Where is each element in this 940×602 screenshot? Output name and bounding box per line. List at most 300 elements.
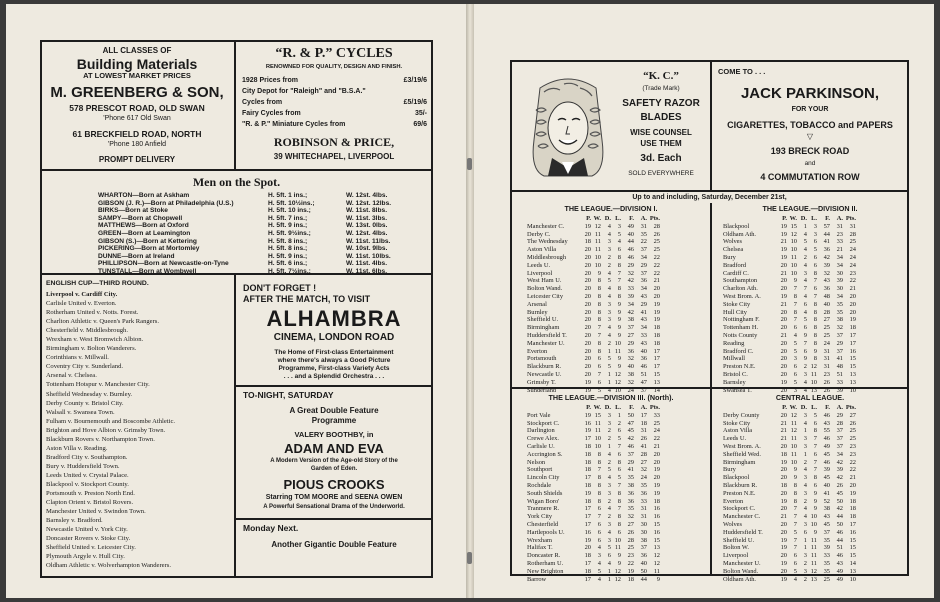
stat-cell: 15 — [849, 363, 856, 371]
stat-cell: 4 — [803, 505, 807, 513]
stat-cell: 12 — [810, 363, 817, 371]
stat-cell: 8 — [597, 277, 601, 285]
player-name: WHARTON—Born at Askham — [98, 192, 190, 199]
ad-phone: 'Phone 617 Old Swan — [103, 115, 171, 122]
stat-cell: 4 — [607, 285, 611, 293]
stat-cell: 34 — [640, 285, 647, 293]
stat-cell: 30 — [836, 285, 843, 293]
division-two-table — [723, 215, 856, 394]
ad-line: DON'T FORGET ! — [243, 283, 317, 293]
table-row — [723, 379, 856, 387]
stat-cell: 27 — [849, 411, 856, 419]
ad-desc: . . . and a Splendid Orchestra . . . — [283, 373, 385, 380]
stat-cell: 15 — [849, 536, 856, 544]
cup-tie: Bury v. Huddersfield Town. — [46, 462, 120, 470]
cup-tie: Oldham Athletic v. Wolverhampton Wanderers. — [46, 562, 171, 570]
stat-cell: 15 — [653, 370, 660, 378]
stat-cell: 2 — [607, 513, 611, 521]
team-name: Preston N.E. — [723, 489, 756, 497]
stat-cell: 28 — [849, 230, 856, 238]
stat-cell: 36 — [640, 355, 647, 363]
stat-cell: 4 — [803, 292, 807, 300]
stat-cell: 20 — [780, 528, 787, 536]
stat-cell: 8 — [813, 300, 817, 308]
stat-cell: 31 — [640, 505, 647, 513]
stat-cell: 22 — [653, 261, 660, 269]
stat-cell: 21 — [780, 269, 787, 277]
player-name: GIBSON (S.)—Born at Kettering — [98, 237, 197, 245]
ad-line: VALERY BOOTHBY, in — [294, 430, 374, 439]
binding-fold — [466, 4, 474, 598]
stat-cell: 20 — [584, 347, 591, 355]
team-name: Carlisle U. — [527, 442, 555, 450]
stat-cell: 24 — [627, 386, 634, 394]
stat-cell: 16 — [653, 528, 660, 536]
stat-cell: 19 — [653, 308, 660, 316]
stat-cell: 6 — [597, 536, 601, 544]
ad-headline: “R. & P.” CYCLES — [275, 46, 393, 61]
stat-cell: 17 — [849, 331, 856, 339]
stat-cell: 20 — [584, 355, 591, 363]
stat-cell: 6 — [813, 419, 817, 427]
stat-cell: 44 — [627, 238, 634, 246]
stat-cell: 36 — [627, 497, 634, 505]
stat-cell: 20 — [780, 474, 787, 482]
stat-cell: 19 — [627, 567, 634, 575]
stat-cell: 29 — [640, 300, 647, 308]
team-name: Aston Villa — [527, 246, 557, 254]
stat-cell: 32 — [627, 513, 634, 521]
stat-cell: 4 — [607, 222, 611, 230]
stat-cell: 45 — [823, 474, 830, 482]
table-row — [723, 529, 856, 537]
cup-tie: Liverpool v. Cardiff City. — [46, 291, 118, 298]
stat-cell: 20 — [584, 316, 591, 324]
stat-cell: 11 — [614, 347, 621, 355]
stat-cell: 18 — [584, 497, 591, 505]
stat-cell: 35 — [823, 567, 830, 575]
player-row — [98, 230, 418, 238]
stat-cell: 19 — [653, 489, 660, 497]
header-cell — [723, 215, 777, 223]
stat-cell: 4 — [793, 575, 797, 583]
stat-cell: 3 — [813, 230, 817, 238]
stat-cell: 25 — [823, 324, 830, 332]
stat-cell: 7 — [597, 331, 601, 339]
stat-cell: 26 — [640, 435, 647, 443]
stat-cell: 46 — [627, 442, 634, 450]
stat-cell: 4 — [803, 466, 807, 474]
stat-cell: 6 — [617, 466, 621, 474]
stat-cell: 6 — [813, 253, 817, 261]
stat-cell: 4 — [597, 575, 601, 583]
stat-cell: 31 — [836, 222, 843, 230]
team-name: Stoke City — [723, 300, 751, 308]
stat-cell: 9 — [813, 489, 817, 497]
stat-cell: 9 — [617, 308, 621, 316]
player-height: H. 5ft. 10½ins.; — [268, 199, 315, 207]
stat-cell: 20 — [780, 370, 787, 378]
stat-cell: 16 — [653, 505, 660, 513]
player-height: H. 5ft. 8 ins.; — [268, 237, 308, 245]
table-row — [527, 560, 660, 568]
cup-tie: Newcastle United v. York City. — [46, 526, 128, 534]
stat-cell: 20 — [780, 355, 787, 363]
header-cell: Pts. — [845, 404, 856, 411]
stat-cell: 4 — [607, 474, 611, 482]
stat-cell: 26 — [849, 419, 856, 427]
stat-cell: 13 — [849, 378, 856, 386]
stat-cell: 49 — [836, 575, 843, 583]
player-height: H. 5ft. 7½ins.; — [268, 267, 311, 275]
header-cell: A. — [640, 215, 647, 222]
stat-cell: 32 — [640, 466, 647, 474]
stat-cell: 10 — [790, 246, 797, 254]
stat-cell: 8 — [597, 481, 601, 489]
player-height: H. 5ft. 9½ins.; — [268, 229, 311, 237]
header-cell: A. — [836, 215, 843, 222]
cup-tie: Birmingham v. Bolton Wanderers. — [46, 345, 137, 353]
player-row — [98, 207, 418, 215]
stat-cell: 8 — [793, 481, 797, 489]
table-row — [527, 340, 660, 348]
stat-cell: 18 — [849, 324, 856, 332]
ad-line: A Great Double Feature — [289, 406, 379, 415]
stat-cell: 18 — [780, 450, 787, 458]
stat-cell: 38 — [627, 370, 634, 378]
stat-cell: 8 — [617, 520, 621, 528]
cup-tie: Coventry City v. Sunderland. — [46, 363, 124, 371]
stat-cell: 2 — [803, 575, 807, 583]
stat-cell: 18 — [653, 497, 660, 505]
stat-cell: 1 — [607, 567, 611, 575]
price-line-text: 1928 Prices from — [242, 77, 299, 84]
stat-cell: 20 — [780, 442, 787, 450]
stat-cell: 7 — [597, 513, 601, 521]
stat-cell: 50 — [836, 520, 843, 528]
team-name: Derby C. — [527, 230, 551, 238]
ad-line: FOR YOUR — [791, 106, 829, 113]
stat-cell: 43 — [640, 316, 647, 324]
stat-cell: 32 — [823, 269, 830, 277]
stat-cell: 20 — [780, 567, 787, 575]
stat-cell: 6 — [793, 324, 797, 332]
stat-cell: 40 — [823, 300, 830, 308]
stat-cell: 6 — [597, 355, 601, 363]
stat-cell: 31 — [823, 355, 830, 363]
table-row — [527, 355, 660, 363]
stat-cell: 8 — [813, 331, 817, 339]
cup-tie: Rotherham United v. Notts. Forest. — [46, 309, 139, 317]
stat-cell: 11 — [810, 544, 817, 552]
stat-cell: 45 — [627, 427, 634, 435]
player-row — [98, 253, 418, 261]
player-height: H. 5ft. 6 ins.; — [268, 260, 308, 268]
table-row — [723, 568, 856, 576]
stat-cell: 36 — [640, 277, 647, 285]
stat-cell: 8 — [617, 458, 621, 466]
stat-cell: 7 — [813, 435, 817, 443]
team-name: Notts County — [723, 331, 758, 339]
team-name: West Brom. A. — [723, 292, 761, 300]
stat-cell: 34 — [836, 292, 843, 300]
player-row — [98, 192, 418, 200]
team-name: Birmingham — [527, 324, 560, 332]
stat-cell: 27 — [627, 520, 634, 528]
stat-cell: 33 — [640, 497, 647, 505]
stat-cell: 10 — [810, 378, 817, 386]
stat-cell: 29 — [836, 411, 843, 419]
stat-cell: 9 — [793, 474, 797, 482]
stat-cell: 22 — [653, 253, 660, 261]
ad-firm-name: M. GREENBERG & SON, — [50, 84, 224, 101]
table-header-row — [723, 404, 856, 412]
ad-phone: 'Phone 180 Anfield — [107, 141, 167, 148]
stat-cell: 33 — [640, 331, 647, 339]
table-row — [723, 254, 856, 262]
cup-ties-list — [46, 290, 232, 570]
stat-cell: 8 — [793, 308, 797, 316]
team-name: Blackburn R. — [527, 363, 562, 371]
cup-tie: Carlisle United v. Everton. — [46, 300, 117, 308]
stat-cell: 12 — [790, 427, 797, 435]
stat-cell: 12 — [810, 567, 817, 575]
ad-line: CINEMA, LONDON ROAD — [273, 332, 395, 343]
stat-cell: 4 — [803, 419, 807, 427]
table-row — [527, 332, 660, 340]
header-cell: W. — [593, 404, 601, 411]
stat-cell: 15 — [849, 355, 856, 363]
stat-cell: 9 — [813, 497, 817, 505]
stat-cell: 3 — [803, 411, 807, 419]
stat-cell: 3 — [597, 552, 601, 560]
team-name: Newcastle U. — [527, 370, 562, 378]
stat-cell: 27 — [823, 316, 830, 324]
stat-cell: 8 — [597, 285, 601, 293]
header-cell — [527, 404, 581, 412]
stat-cell: 21 — [780, 238, 787, 246]
stat-cell: 1 — [607, 378, 611, 386]
stat-cell: 1 — [607, 347, 611, 355]
stat-cell: 11 — [810, 370, 817, 378]
stat-cell: 21 — [780, 513, 787, 521]
player-weight: W. 11st. 4lbs. — [346, 260, 388, 268]
player-weight: W. 12st. 4lbs. — [346, 229, 388, 237]
stat-cell: 46 — [823, 411, 830, 419]
stat-cell: 2 — [607, 435, 611, 443]
table-row — [527, 301, 660, 309]
player-name: MATTHEWS—Born at Oxford — [98, 222, 189, 230]
stat-cell: 46 — [836, 528, 843, 536]
table-row — [527, 412, 660, 420]
stat-cell: 40 — [627, 363, 634, 371]
stat-cell: 19 — [780, 292, 787, 300]
header-cell: L. — [615, 215, 621, 222]
header-cell: D. — [604, 215, 611, 222]
table-row — [527, 451, 660, 459]
player-name: BIRKS—Born at Stoke — [98, 207, 168, 215]
stat-cell: 49 — [823, 442, 830, 450]
header-cell: L. — [811, 215, 817, 222]
player-weight: W. 10st. 9lbs. — [346, 245, 388, 253]
stat-cell: 42 — [823, 253, 830, 261]
team-name: Port Vale — [527, 411, 551, 419]
stat-cell: 5 — [793, 528, 797, 536]
stat-cell: 13 — [653, 544, 660, 552]
stat-cell: 16 — [849, 347, 856, 355]
stat-cell: 10 — [810, 520, 817, 528]
stat-cell: 11 — [594, 246, 601, 254]
stat-cell: 38 — [836, 316, 843, 324]
stat-cell: 24 — [653, 427, 660, 435]
stat-cell: 20 — [780, 505, 787, 513]
ad-line: ALL CLASSES OF — [102, 46, 172, 55]
stat-cell: 6 — [793, 363, 797, 371]
stat-cell: 46 — [823, 435, 830, 443]
team-name: West Brom. A. — [723, 442, 761, 450]
stat-cell: 26 — [653, 230, 660, 238]
stat-cell: 6 — [803, 347, 807, 355]
header-cell: D. — [604, 404, 611, 411]
table-row — [723, 316, 856, 324]
stat-cell: 24 — [849, 246, 856, 254]
stat-cell: 25 — [653, 246, 660, 254]
stat-cell: 9 — [597, 269, 601, 277]
stat-cell: 17 — [653, 347, 660, 355]
stat-cell: 25 — [849, 238, 856, 246]
stat-cell: 5 — [607, 466, 611, 474]
stat-cell: 10 — [849, 575, 856, 583]
cup-tie: Charlton Athletic v. Queen's Park Rangers. — [46, 318, 160, 326]
player-weight: W. 11st. 11lbs. — [346, 237, 391, 245]
stat-cell: 25 — [823, 575, 830, 583]
stat-cell: 3 — [803, 442, 807, 450]
stat-cell: 8 — [813, 269, 817, 277]
stat-cell: 32 — [627, 269, 634, 277]
price-line — [242, 97, 427, 108]
stat-cell: 3 — [793, 386, 797, 394]
stat-cell: 12 — [614, 575, 621, 583]
stat-cell: 23 — [627, 552, 634, 560]
ad-desc: The Home of First-class Entertainment — [274, 349, 394, 356]
table-row — [723, 340, 856, 348]
stat-cell: 41 — [823, 489, 830, 497]
cup-tie: Bradford City v. Southampton. — [46, 453, 128, 461]
ad-line: AFTER THE MATCH, TO VISIT — [243, 294, 371, 304]
stat-cell: 9 — [617, 300, 621, 308]
stat-cell: 37 — [836, 442, 843, 450]
stat-cell: 5 — [597, 567, 601, 575]
team-name: Swansea T. — [723, 386, 752, 394]
stat-cell: 42 — [836, 458, 843, 466]
stat-cell: 4 — [607, 450, 611, 458]
stat-cell: 2 — [803, 253, 807, 261]
table-row — [723, 560, 856, 568]
stat-cell: 7 — [597, 324, 601, 332]
stat-cell: 33 — [627, 285, 634, 293]
cup-tie: Derby County v. Bristol City. — [46, 399, 124, 407]
stat-cell: 20 — [653, 458, 660, 466]
stat-cell: 7 — [813, 292, 817, 300]
stat-cell: 12 — [614, 567, 621, 575]
stat-cell: 4 — [803, 481, 807, 489]
stat-cell: 42 — [627, 277, 634, 285]
stat-cell: 13 — [810, 575, 817, 583]
stat-cell: 18 — [584, 466, 591, 474]
team-name: Nottingham F. — [723, 316, 760, 324]
stat-cell: 20 — [780, 316, 787, 324]
divider — [236, 518, 432, 520]
stat-cell: 5 — [813, 246, 817, 254]
ad-address: 61 BRECKFIELD ROAD, NORTH — [72, 129, 202, 139]
table-row — [723, 482, 856, 490]
header-cell: Pts. — [649, 215, 660, 222]
stat-cell: 26 — [627, 528, 634, 536]
ad-line: and — [804, 160, 816, 167]
table-row — [723, 474, 856, 482]
stat-cell: 20 — [849, 308, 856, 316]
ad-address: 193 BRECK ROAD — [770, 146, 850, 156]
price-line-value: £5/19/6 — [403, 99, 427, 106]
stat-cell: 17 — [640, 411, 647, 419]
stat-cell: 8 — [617, 261, 621, 269]
table-row — [527, 293, 660, 301]
stat-cell: 22 — [653, 269, 660, 277]
stat-cell: 20 — [849, 481, 856, 489]
team-name: Barnsley — [723, 378, 746, 386]
team-name: Crewe Alex. — [527, 435, 559, 443]
stat-cell: 3 — [607, 246, 611, 254]
stat-cell: 34 — [836, 261, 843, 269]
ad-line: CIGARETTES, TOBACCO and PAPERS — [727, 120, 893, 130]
stat-cell: 9 — [656, 575, 660, 583]
stat-cell: 7 — [793, 513, 797, 521]
team-name: Everton — [527, 347, 548, 355]
stat-cell: 23 — [836, 230, 843, 238]
stat-cell: 34 — [627, 300, 634, 308]
stat-cell: 20 — [584, 300, 591, 308]
player-row — [98, 260, 418, 268]
header-cell: F. — [825, 404, 830, 411]
header-cell: Pts. — [845, 215, 856, 222]
stat-cell: 20 — [780, 308, 787, 316]
stat-cell: 8 — [597, 450, 601, 458]
stat-cell: 29 — [627, 261, 634, 269]
stat-cell: 35 — [627, 474, 634, 482]
table-row — [527, 521, 660, 529]
price-line — [242, 108, 427, 119]
table-row — [527, 348, 660, 356]
staple-bottom — [467, 552, 472, 564]
stat-cell: 11 — [790, 435, 797, 443]
stat-cell: 7 — [617, 277, 621, 285]
stat-cell: 34 — [640, 253, 647, 261]
table-row — [723, 412, 856, 420]
divider — [510, 190, 909, 192]
ad-desc: where there's always a Good Picture — [277, 357, 391, 364]
stat-cell: 18 — [584, 567, 591, 575]
stat-cell: 18 — [849, 505, 856, 513]
table-row — [527, 270, 660, 278]
stat-cell: 11 — [790, 253, 797, 261]
stat-cell: 1 — [607, 370, 611, 378]
stat-cell: 20 — [849, 300, 856, 308]
stat-cell: 28 — [640, 450, 647, 458]
stat-cell: 23 — [823, 370, 830, 378]
ad-line: AT LOWEST MARKET PRICES — [83, 71, 191, 80]
table-title: THE LEAGUE.—DIVISION II. — [762, 204, 858, 213]
stat-cell: 29 — [640, 261, 647, 269]
